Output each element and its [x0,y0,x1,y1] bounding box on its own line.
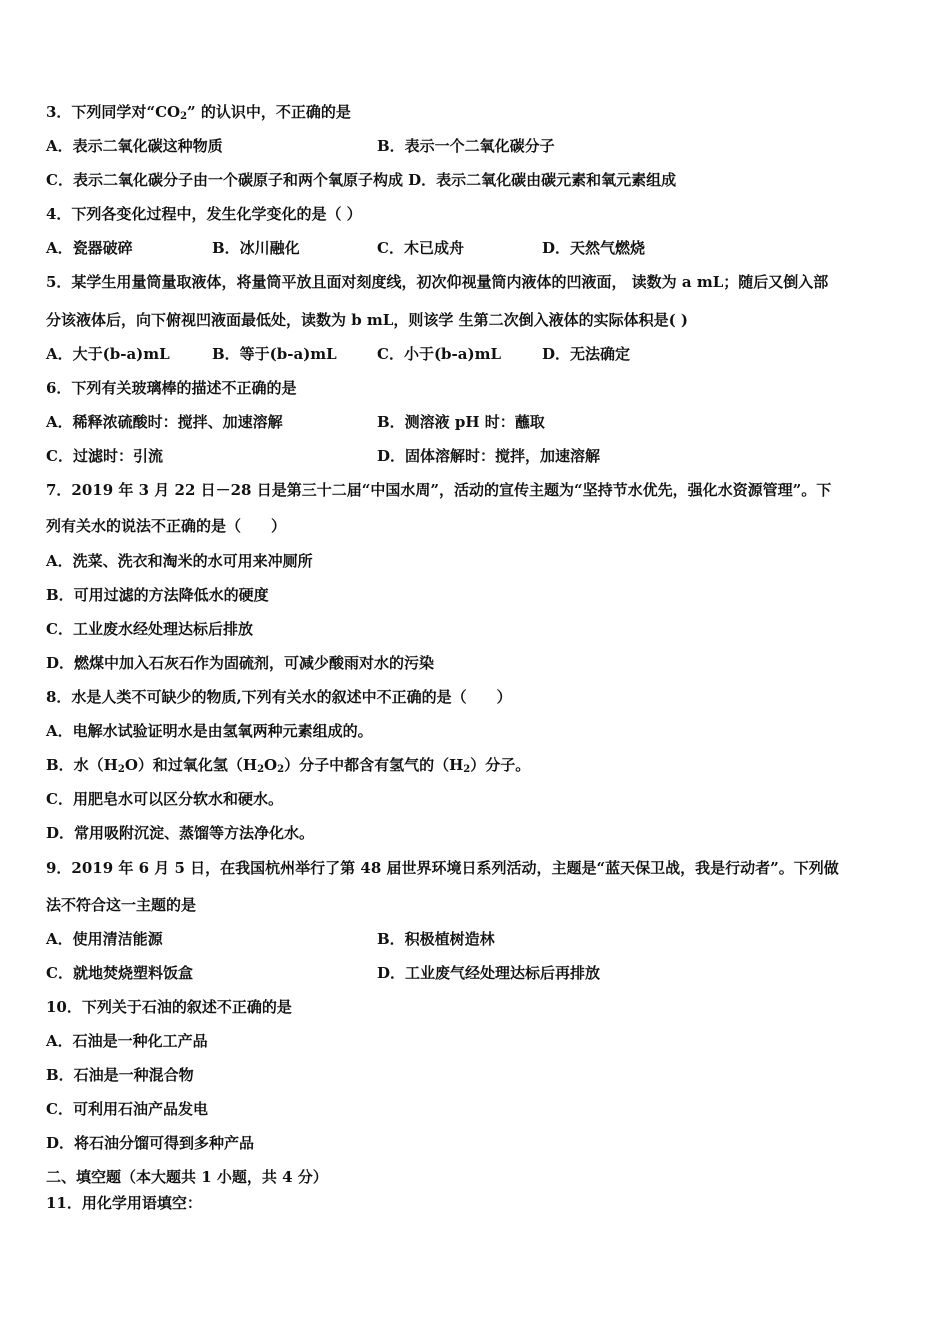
q7-option-b: B．可用过滤的方法降低水的硬度 [46,586,269,604]
q6-option-d: D．固体溶解时：搅拌，加速溶解 [377,447,601,465]
q7-option-c: C．工业废水经处理达标后排放 [46,620,253,638]
q9-options-ab [46,929,495,949]
q7-stem-line1: 7．2019 年 3 月 22 日－28 日是第三十二届“中国水周”，活动的宣传主题为“坚持节水优先，强化水资源管理”。下 [46,481,832,499]
q6-options-cd [46,446,601,466]
q9-options-cd [46,963,601,983]
q7-option-d: D．燃煤中加入石灰石作为固硫剂，可减少酸雨对水的污染 [46,654,435,672]
q10-option-a: A．石油是一种化工产品 [46,1032,208,1050]
q8-option-a: A．电解水试验证明水是由氢氧两种元素组成的。 [46,722,373,740]
q9-option-c: C．就地焚烧塑料饭盒 [46,964,193,982]
q7-option-a: A．洗菜、洗衣和淘米的水可用来冲厕所 [46,552,313,570]
q3-option-a: A．表示二氧化碳这种物质 [46,137,223,155]
q6-option-c: C．过滤时：引流 [46,447,163,465]
q5-option-c: C．小于(b-a)mL [377,345,501,363]
q4-option-d: D．天然气燃烧 [542,239,646,257]
q6-stem: 6．下列有关玻璃棒的描述不正确的是 [46,379,297,397]
q10-option-c: C．可利用石油产品发电 [46,1100,208,1118]
q10-option-b: B．石油是一种混合物 [46,1066,194,1084]
q8-option-c: C．用肥皂水可以区分软水和硬水。 [46,790,283,808]
q8-option-b: B．水$(H_2O)$和过氧化氢$(H_2O_2)$分子中都含有氢气的$(H_2)$分子。 [46,756,531,775]
q6-options-ab [46,412,545,432]
q5-option-d: D．无法确定 [542,345,631,363]
q4-option-c: C．木已成舟 [377,239,464,257]
q9-stem-line1: 9．2019 年 6 月 5 日，在我国杭州举行了第 48 届世界环境日系列活动，主题是“蓝天保卫战，我是行动者”。下列做 [46,859,839,877]
q3-options-ab [46,136,555,156]
section-title: 二、填空题（本大题共 1 小题，共 4 分） [46,1168,328,1186]
q7-stem-line2: 列有关水的说法不正确的是（ ） [46,517,287,535]
q4-option-b: B．冰川融化 [212,239,300,257]
q3-stem: 3．下列同学对“$CO_2$” 的认识中，不正确的是 [46,103,351,122]
q5-stem-line1: 5．某学生用量筒量取液体，将量筒平放且面对刻度线，初次仰视量筒内液体的凹液面， 读数为 a mL；随后又倒入部 [46,273,829,291]
q8-stem: 8．水是人类不可缺少的物质,下列有关水的叙述中不正确的是（ ） [46,688,512,706]
q4-stem: 4．下列各变化过程中，发生化学变化的是（ ） [46,205,362,223]
q11-stem: 11．用化学用语填空： [46,1194,202,1212]
q9-stem-line2: 法不符合这一主题的是 [46,896,197,914]
q10-stem: 10．下列关于石油的叙述不正确的是 [46,998,292,1016]
q5-option-b: B．等于(b-a)mL [212,345,337,363]
q8-option-d: D．常用吸附沉淀、蒸馏等方法净化水。 [46,824,315,842]
q10-option-d: D．将石油分馏可得到多种产品 [46,1134,255,1152]
q5-options [46,344,631,364]
q9-option-d: D．工业废气经处理达标后再排放 [377,964,601,982]
q5-stem-line2: 分该液体后，向下俯视凹液面最低处，读数为 b mL，则该学 生第二次倒入液体的实际体积是( ) [46,311,688,329]
q6-option-a: A．稀释浓硫酸时：搅拌、加速溶解 [46,413,283,431]
q5-option-a: A．大于(b-a)mL [46,345,170,363]
q9-option-a: A．使用清洁能源 [46,930,163,948]
q6-option-b: B．测溶液 pH 时：蘸取 [377,413,545,431]
q9-option-b: B．积极植树造林 [377,930,495,948]
q3-option-cd: C．表示二氧化碳分子由一个碳原子和两个氧原子构成 D．表示二氧化碳由碳元素和氧元素组成 [46,171,677,189]
q3-option-b: B．表示一个二氧化碳分子 [377,137,555,155]
q4-option-a: A．瓷器破碎 [46,239,133,257]
q4-options [46,238,646,258]
